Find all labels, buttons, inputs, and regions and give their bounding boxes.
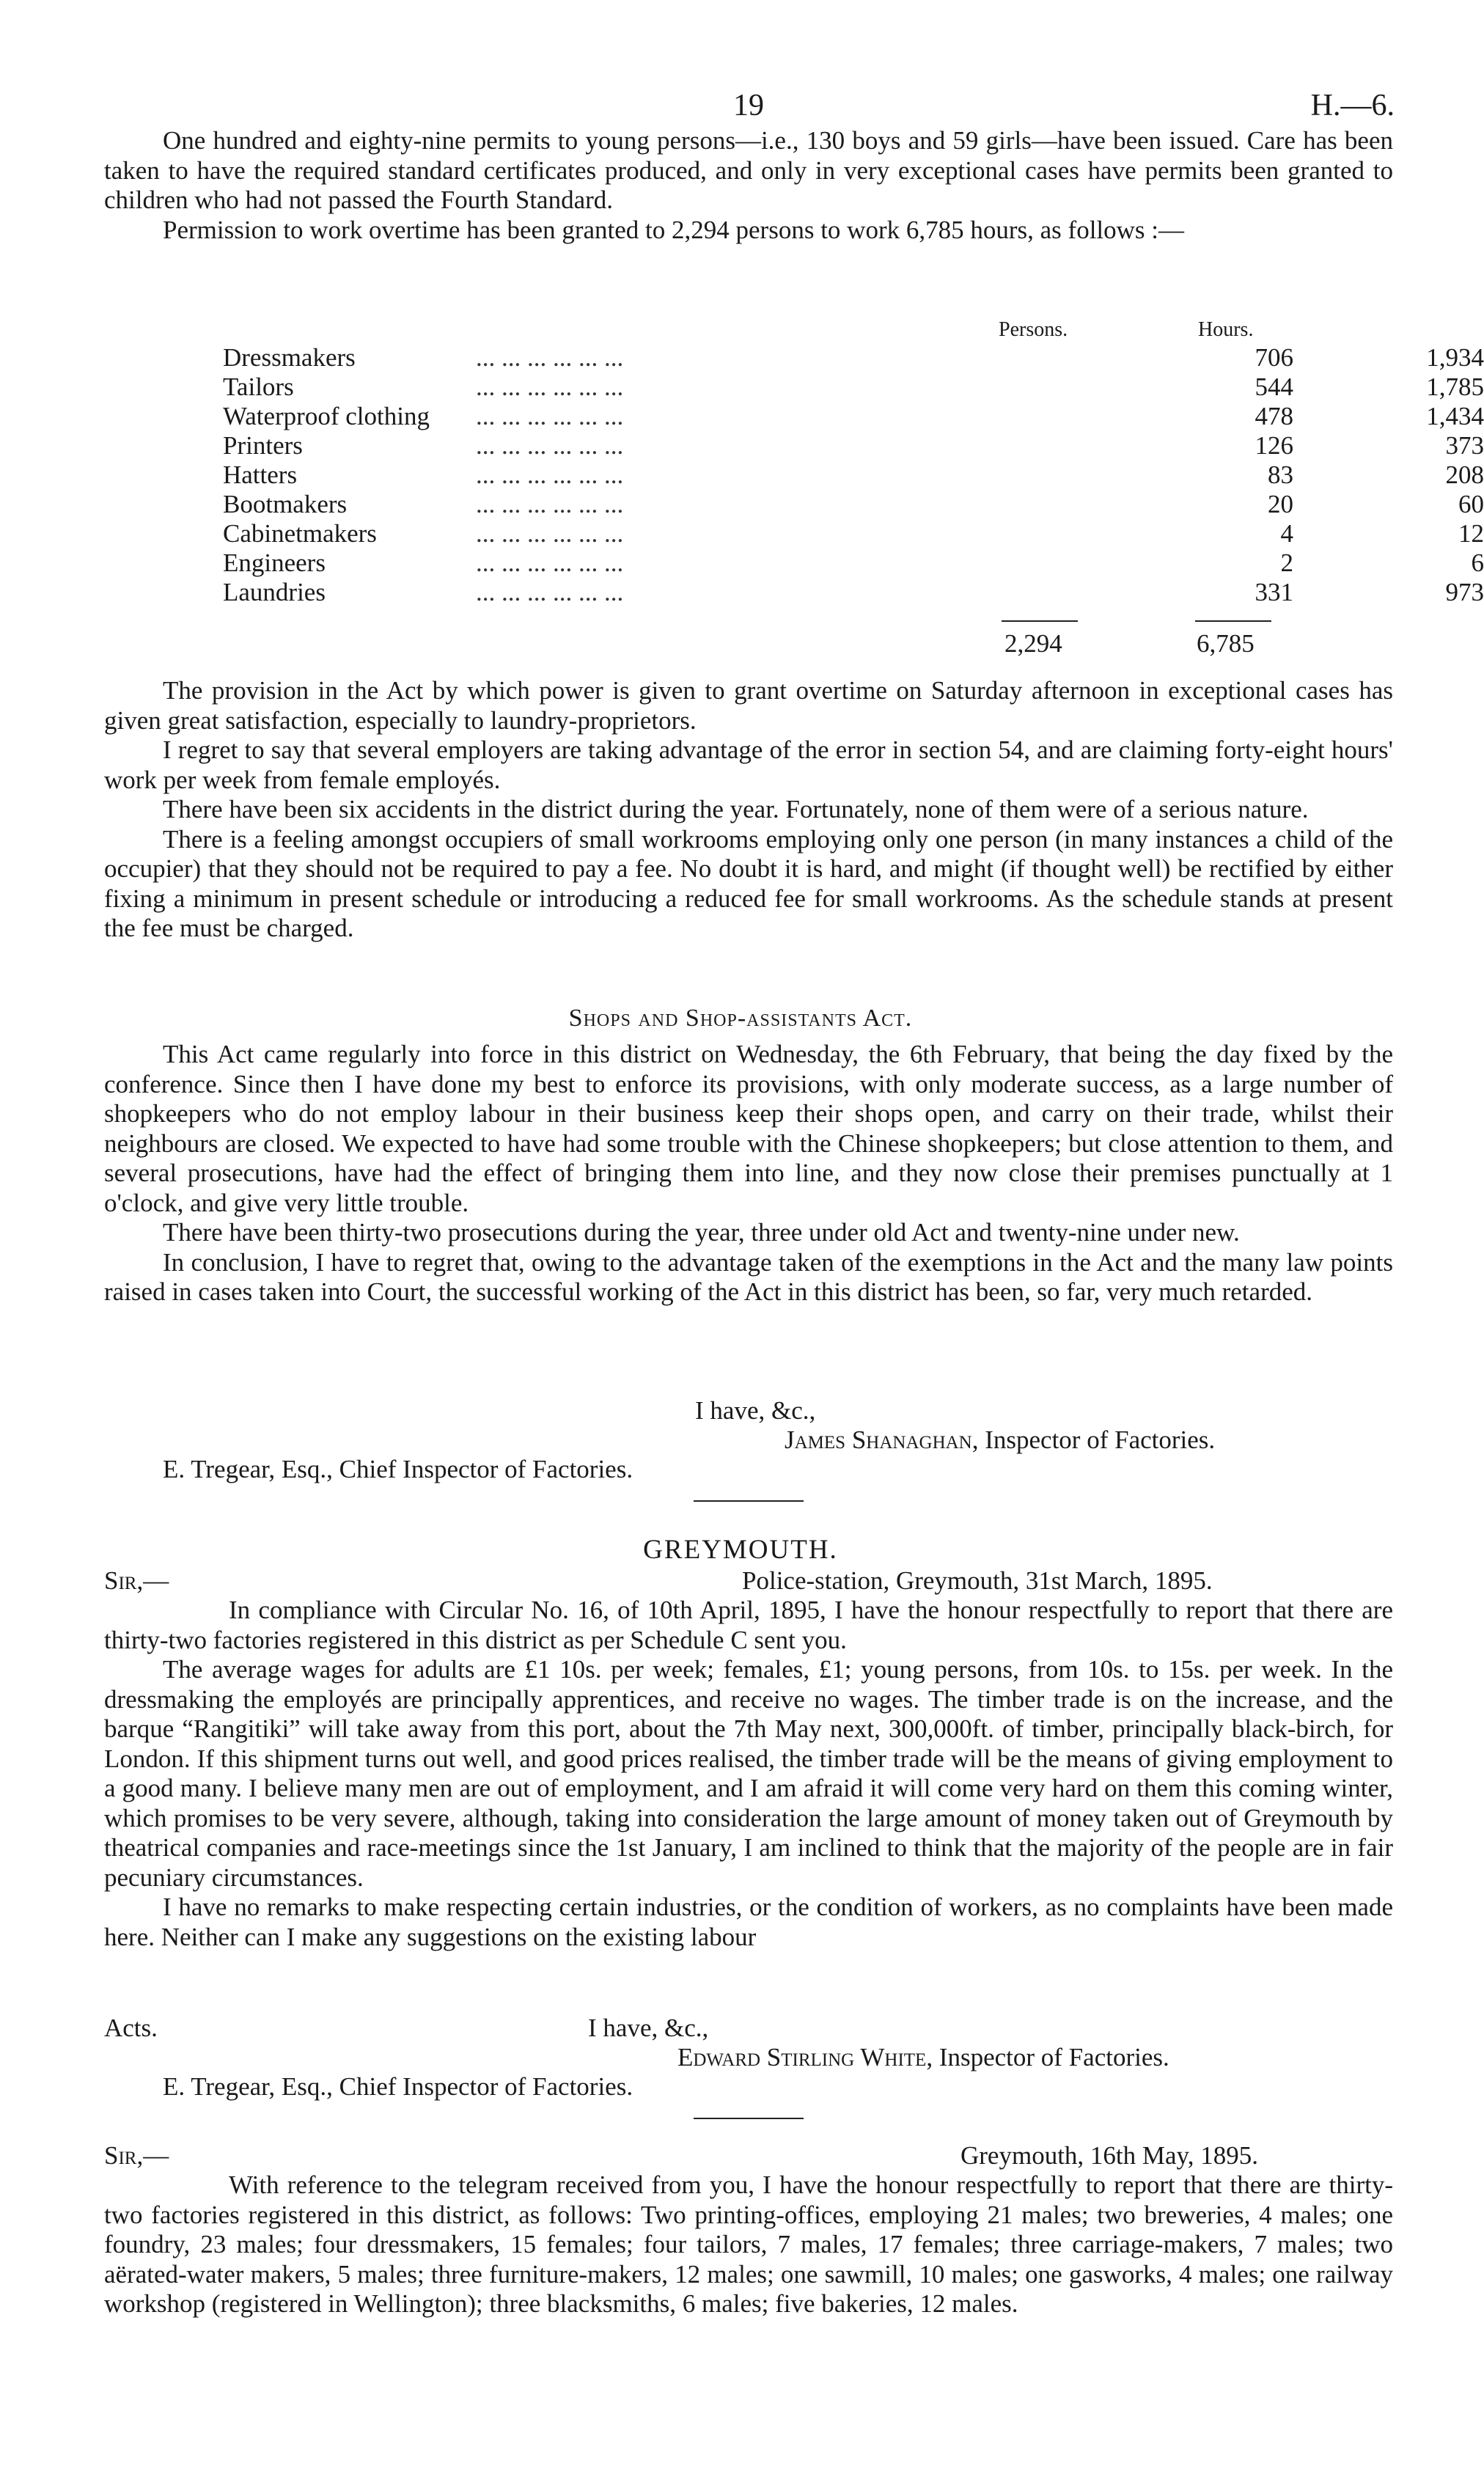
closing-formula: I have, &c.,	[588, 2014, 709, 2042]
paragraph-remarks-end: Acts.	[104, 2014, 158, 2042]
persons-value: 126	[1255, 431, 1293, 460]
leader-dots: ... ... ... ... ... ...	[476, 373, 624, 401]
persons-value: 4	[1280, 519, 1293, 548]
trade-name: Cabinetmakers	[223, 519, 377, 548]
trade-name: Dressmakers	[223, 343, 356, 372]
persons-value: 2	[1280, 548, 1293, 577]
persons-value: 478	[1255, 402, 1293, 430]
leader-dots: ... ... ... ... ... ...	[476, 460, 624, 489]
paragraph-saturday-overtime: The provision in the Act by which power is given to grant overtime on Saturday afternoon in exceptional cases has given great satisfaction, especially to laundry-proprietors.	[104, 676, 1393, 735]
leader-dots: ... ... ... ... ... ...	[476, 519, 624, 548]
shops-act-heading: Shops and Shop-assistants Act.	[568, 1005, 913, 1032]
persons-total-rule	[1002, 620, 1078, 622]
addressee-line: E. Tregear, Esq., Chief Inspector of Factories.	[163, 2072, 633, 2101]
hours-total-rule	[1195, 620, 1271, 622]
greymouth-heading: GREYMOUTH.	[643, 1535, 838, 1565]
leader-dots: ... ... ... ... ... ...	[476, 578, 624, 606]
hours-value: 1,785	[1426, 373, 1484, 401]
persons-value: 20	[1268, 490, 1293, 518]
signature-line	[677, 2043, 1169, 2072]
persons-value: 706	[1255, 343, 1293, 372]
after-table-section	[104, 676, 1393, 944]
trade-name: Printers	[223, 431, 303, 460]
intro-section	[104, 126, 1393, 245]
total-persons: 2,294	[1004, 629, 1062, 658]
paragraph-conclusion: In conclusion, I have to regret that, owing to the advantage taken of the exemptions in the Act and the many law points raised in cases taken into Court, the successful working of the Act in this district has been, so far, very much retarded.	[104, 1247, 1393, 1306]
column-header-hours: Hours.	[1198, 318, 1254, 341]
section-divider	[694, 1500, 804, 1502]
shops-act-section	[104, 1040, 1393, 1307]
intro-paragraph-overtime: Permission to work overtime has been granted to 2,294 persons to work 6,785 hours, as follows :—	[163, 215, 1185, 244]
paragraph-factories-list: With reference to the telegram received from you, I have the honour respectfully to report that there are thirty-two factories registered in this district, as follows: Two printing-offices, employing 21 males; two breweries, 4 males; one foundry, 23 males; four dressmakers, 15 females; four tailors, 7 males, 17 females; three carriage-makers, 7 males; two aërated-water makers, 5 males; three furniture-makers, 12 males; one sawmill, 10 males; one gasworks, 4 males; one railway workshop (registered in Wellington); three blacksmiths, 6 males; five bakeries, 12 males.	[104, 2170, 1393, 2318]
trade-name: Engineers	[223, 548, 326, 577]
total-hours: 6,785	[1197, 629, 1255, 658]
hours-value: 373	[1445, 431, 1484, 460]
salutation: Sir,—	[104, 2141, 169, 2170]
closing-formula: I have, &c.,	[695, 1396, 816, 1425]
paragraph-prosecutions: There have been thirty-two prosecutions during the year, three under old Act and twenty-nine under new.	[163, 1218, 1240, 1247]
persons-value: 544	[1255, 373, 1293, 401]
column-header-persons: Persons.	[999, 318, 1068, 341]
signature-name: James Shanaghan	[785, 1425, 972, 1454]
hours-value: 208	[1445, 460, 1484, 489]
paragraph-shops-act: This Act came regularly into force in this district on Wednesday, the 6th February, that being the day fixed by the conference. Since then I have done my best to enforce its provisions, with only moderate success, as a large number of shopkeepers who do not employ labour in their business keep their shops open, and carry on their trade, whilst their neighbours are closed. We expected to have had some trouble with the Chinese shopkeepers; but close attention to them, and several prosecutions, have had the effect of bringing them into line, and they now close their premises punctually at 1 o'clock, and give very little trouble.	[104, 1040, 1393, 1217]
trade-name: Hatters	[223, 460, 298, 489]
leader-dots: ... ... ... ... ... ...	[476, 548, 624, 577]
paragraph-accidents: There have been six accidents in the district during the year. Fortunately, none of them were of a serious nature.	[163, 795, 1309, 823]
leader-dots: ... ... ... ... ... ...	[476, 402, 624, 430]
leader-dots: ... ... ... ... ... ...	[476, 343, 624, 372]
second-letter	[104, 2170, 1393, 2319]
paragraph-circular: In compliance with Circular No. 16, of 10th April, 1895, I have the honour respectfully to report that there are thirty-two factories registered in this district as per Schedule C sent you.	[104, 1596, 1393, 1654]
signature-title: , Inspector of Factories.	[926, 2043, 1169, 2071]
trade-name: Laundries	[223, 578, 326, 606]
paragraph-remarks: I have no remarks to make respecting certain industries, or the condition of workers, as no complaints have been made here. Neither can I make any suggestions on the existing labour	[104, 1893, 1393, 1951]
signature-name: Edward Stirling White	[677, 2043, 927, 2071]
persons-value: 331	[1255, 578, 1293, 606]
document-reference: H.—6.	[1310, 89, 1395, 122]
persons-value: 83	[1268, 460, 1293, 489]
place-date: Police-station, Greymouth, 31st March, 1895.	[742, 1566, 1213, 1595]
section-divider	[694, 2118, 804, 2119]
hours-value: 1,934	[1426, 343, 1484, 372]
page-number: 19	[733, 89, 764, 122]
paragraph-small-workrooms: There is a feeling amongst occupiers of small workrooms employing only one person (in many instances a child of the occupier) that they should not be required to pay a fee. No doubt it is hard, and might (if thought well) be rectified by either fixing a minimum in present schedule or introducing a reduced fee for small workrooms. As the schedule stands at present the fee must be charged.	[104, 824, 1393, 942]
addressee-line: E. Tregear, Esq., Chief Inspector of Factories.	[163, 1455, 633, 1483]
paragraph-wages: The average wages for adults are £1 10s. per week; females, £1; young persons, from 10s. to 15s. per week. In the dressmaking the employés are principally apprentices, and receive no wages. The timber trade is on the increase, and the barque “Rangitiki” will take away from this port, about the 7th May next, 300,000ft. of timber, principally black-birch, for London. If this shipment turns out well, and good prices realised, the timber trade will be the means of giving employment to a good many. I believe many men are out of employment, and I am afraid it will come very hard on them this coming winter, which promises to be very severe, although, taking into consideration the large amount of money taken out of Greymouth by theatrical companies and race-meetings since the 1st January, I am inclined to think that the majority of the people are in fair pecuniary circumstances.	[104, 1655, 1393, 1892]
trade-name: Waterproof clothing	[223, 402, 430, 430]
hours-value: 973	[1445, 578, 1484, 606]
hours-value: 12	[1458, 519, 1484, 548]
leader-dots: ... ... ... ... ... ...	[476, 490, 624, 518]
leader-dots: ... ... ... ... ... ...	[476, 431, 624, 460]
paragraph-section-54: I regret to say that several employers are taking advantage of the error in section 54, and are claiming forty-eight hours' work per week from female employés.	[104, 735, 1393, 794]
place-date: Greymouth, 16th May, 1895.	[960, 2141, 1259, 2170]
greymouth-letter	[104, 1596, 1393, 1952]
signature-title: , Inspector of Factories.	[971, 1425, 1216, 1454]
trade-name: Tailors	[223, 373, 294, 401]
signature-line	[785, 1425, 1215, 1455]
intro-paragraph-permits: One hundred and eighty-nine permits to young persons—i.e., 130 boys and 59 girls—have been issued. Care has been taken to have the required standard certificates produced, and only in very exceptional cases have permits been granted to children who had not passed the Fourth Standard.	[104, 126, 1393, 214]
salutation: Sir,—	[104, 1566, 169, 1595]
hours-value: 1,434	[1426, 402, 1484, 430]
trade-name: Bootmakers	[223, 490, 348, 518]
hours-value: 60	[1458, 490, 1484, 518]
hours-value: 6	[1471, 548, 1484, 577]
